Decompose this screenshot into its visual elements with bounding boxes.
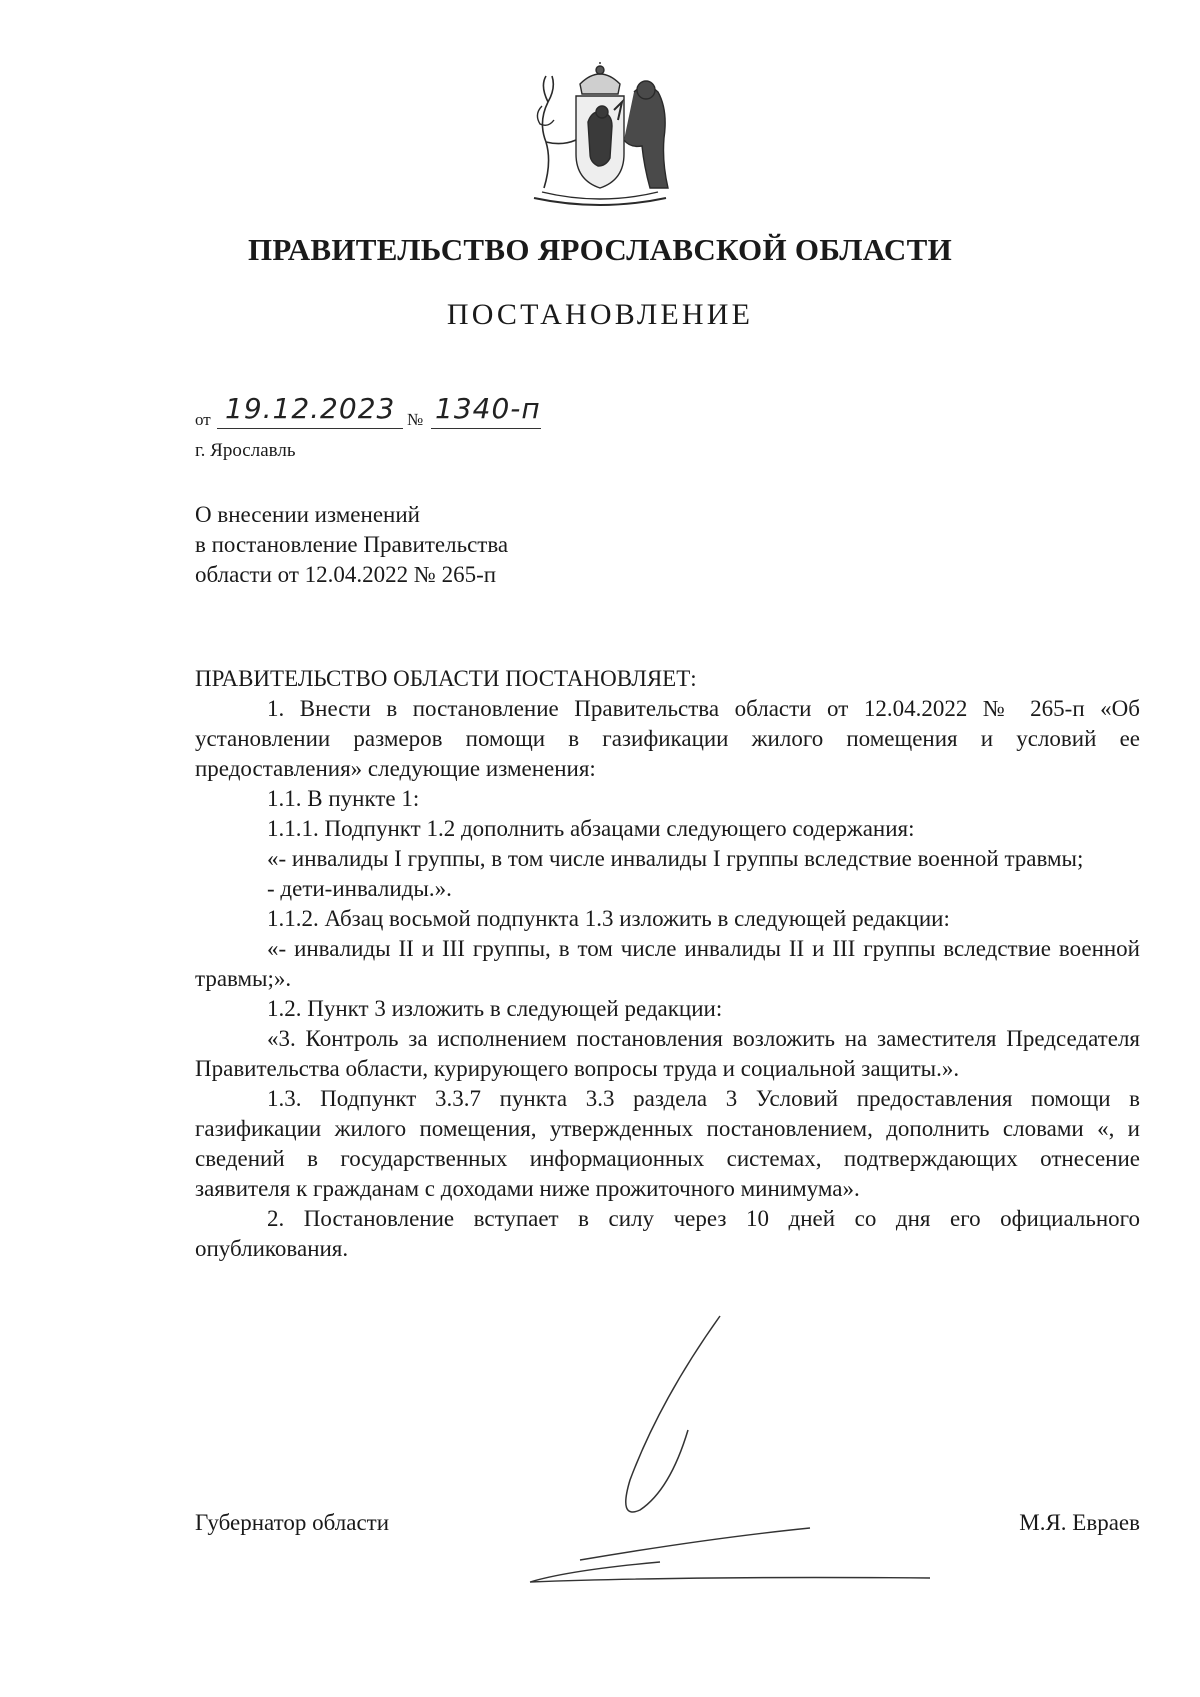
- body-paragraph: - дети-инвалиды.».: [267, 876, 452, 901]
- body-paragraph: 1. Внести в постановление Правительства области от 12.04.2022 № 265-п «Об установлении размеров помощи в газификации жилого помещения и условий ее предоставления» следующие изменения:: [195, 696, 1140, 781]
- date-label: от: [195, 410, 211, 429]
- opening-statement: ПРАВИТЕЛЬСТВО ОБЛАСТИ ПОСТАНОВЛЯЕТ:: [195, 666, 697, 691]
- coat-of-arms-icon: [518, 62, 682, 214]
- subject-line: О внесении изменений: [195, 502, 420, 527]
- document-subject: [195, 500, 508, 590]
- document-type: ПОСТАНОВЛЕНИЕ: [446, 298, 754, 331]
- signatory-position: Губернатор области: [195, 1510, 390, 1535]
- body-paragraph: 1.2. Пункт 3 изложить в следующей редакции:: [267, 996, 723, 1021]
- government-title: ПРАВИТЕЛЬСТВО ЯРОСЛАВСКОЙ ОБЛАСТИ: [248, 232, 952, 267]
- number-label: №: [407, 410, 424, 429]
- number-underline: [431, 428, 541, 429]
- number-value: 1340-п: [435, 392, 541, 425]
- subject-line: области от 12.04.2022 № 265-п: [195, 562, 497, 587]
- date-number-line: [195, 392, 615, 432]
- subject-line: в постановление Правительства: [195, 532, 509, 557]
- handwritten-signature: [510, 1310, 980, 1610]
- city: г. Ярославль: [195, 440, 296, 461]
- body-paragraph: 1.1.2. Абзац восьмой подпункта 1.3 изложить в следующей редакции:: [267, 906, 950, 931]
- date-underline: [217, 428, 403, 429]
- body-paragraph: 1.1. В пункте 1:: [267, 786, 420, 811]
- body-paragraph: 1.3. Подпункт 3.3.7 пункта 3.3 раздела 3 Условий предоставления помощи в газификации жилого помещения, утвержденных постановлением, дополнить словами «, и сведений в государственных информационных системах, подтверждающих отнесение заявителя к гражданам с доходами ниже прожиточного минимума».: [195, 1086, 1140, 1201]
- signatory-name: М.Я. Евраев: [1019, 1510, 1140, 1535]
- date-value: 19.12.2023: [225, 392, 396, 425]
- body-paragraph: 2. Постановление вступает в силу через 10 дней со дня его официального опубликования.: [195, 1206, 1140, 1261]
- document-body: [195, 664, 1140, 1264]
- body-paragraph: 1.1.1. Подпункт 1.2 дополнить абзацами следующего содержания:: [267, 816, 915, 841]
- body-paragraph: «- инвалиды II и III группы, в том числе инвалиды II и III группы вследствие военной травмы;».: [195, 936, 1140, 991]
- body-paragraph: «3. Контроль за исполнением постановления возложить на заместителя Председателя Правительства области, курирующего вопросы труда и социальной защиты.».: [195, 1026, 1140, 1081]
- body-paragraph: «- инвалиды I группы, в том числе инвалиды I группы вследствие военной травмы;: [267, 846, 1084, 871]
